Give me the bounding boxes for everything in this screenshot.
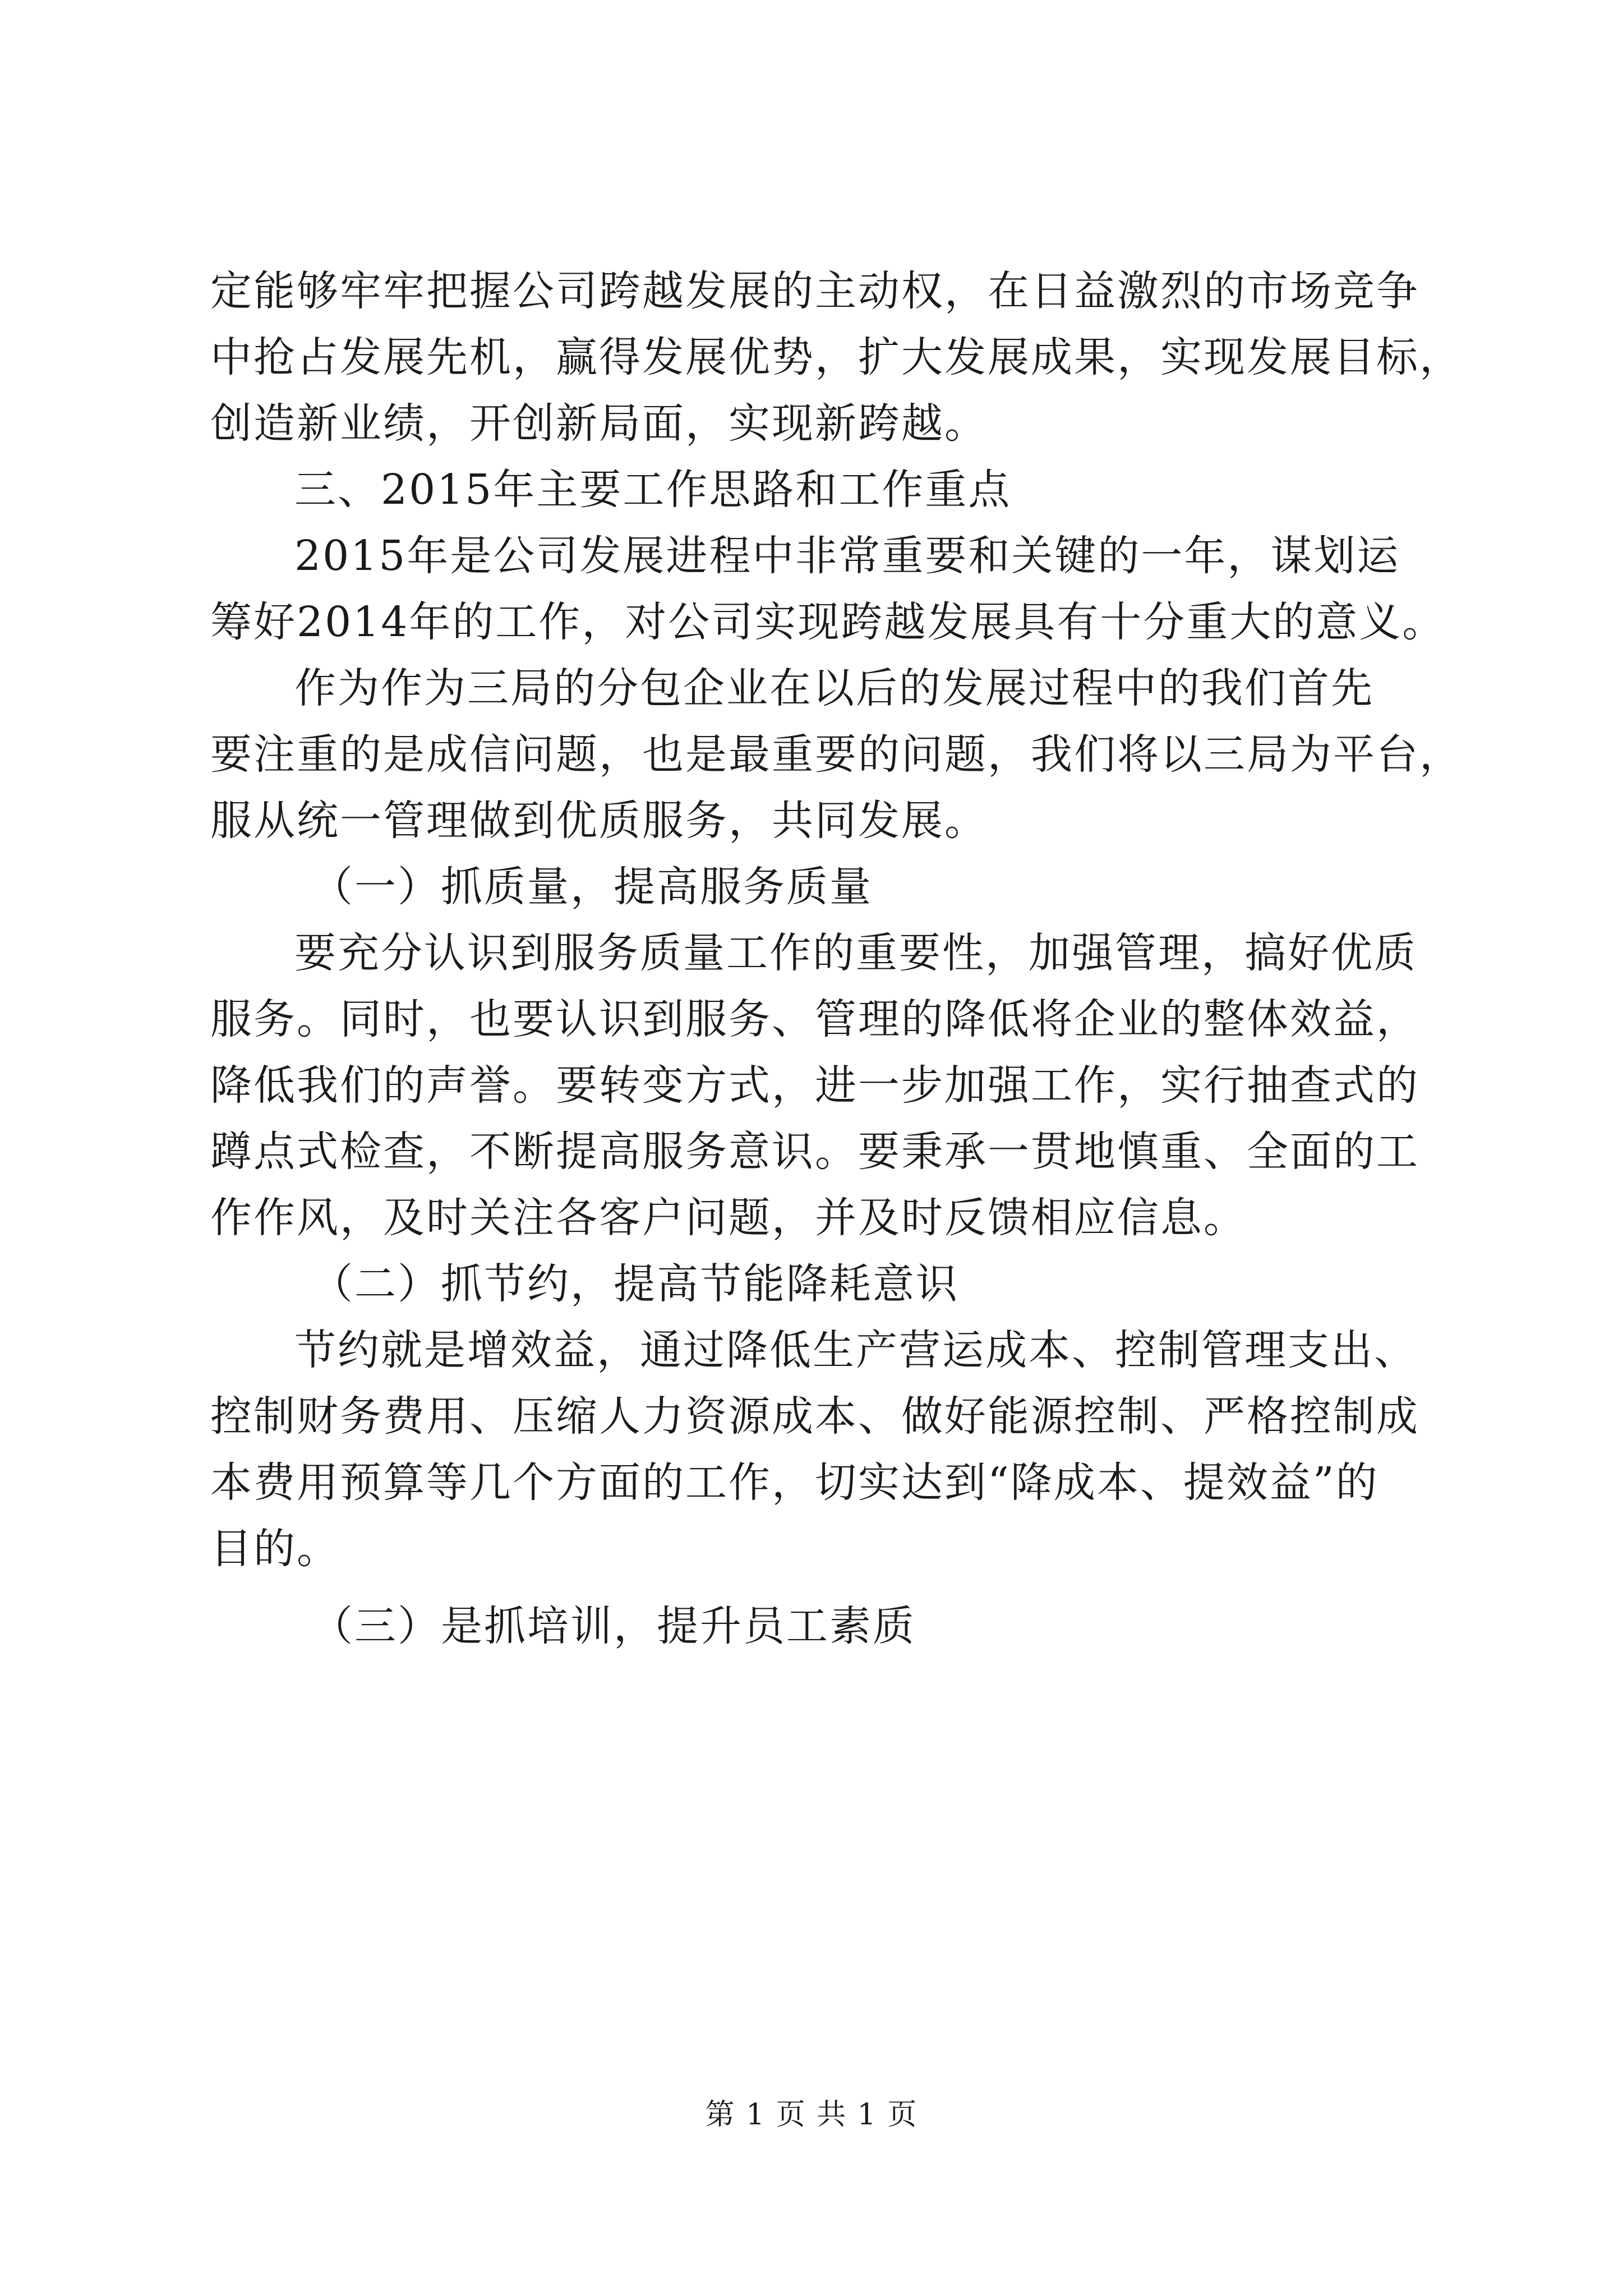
paragraph-line: 蹲点式检查，不断提高服务意识。要秉承一贯地慎重、全面的工 <box>210 1128 1419 1176</box>
paragraph-line: 筹好2014年的工作，对公司实现跨越发展具有十分重大的意义。 <box>210 598 1446 646</box>
paragraph-line: 节约就是增效益，通过降低生产营运成本、控制管理支出、 <box>294 1326 1417 1374</box>
paragraph-line: 目的。 <box>210 1525 340 1573</box>
section-heading-3: 三、2015年主要工作思路和工作重点 <box>294 466 1012 514</box>
page-footer: 第 1 页 共 1 页 <box>705 2098 918 2132</box>
paragraph-line: 本费用预算等几个方面的工作，切实达到“降成本、提效益”的 <box>210 1458 1379 1507</box>
paragraph-line: 降低我们的声誉。要转变方式，进一步加强工作，实行抽查式的 <box>210 1061 1419 1110</box>
paragraph-line: 服务。同时，也要认识到服务、管理的降低将企业的整体效益， <box>210 995 1419 1043</box>
paragraph-line: 2015年是公司发展进程中非常重要和关键的一年，谋划运 <box>294 532 1400 580</box>
subsection-heading-2: （二）抓节约，提高节能降耗意识 <box>311 1260 959 1308</box>
paragraph-line: 控制财务费用、压缩人力资源成本、做好能源控制、严格控制成 <box>210 1392 1419 1441</box>
subsection-heading-1: （一）抓质量，提高服务质量 <box>311 863 873 911</box>
document-body <box>210 258 1463 1659</box>
paragraph-line: 作作风，及时关注各客户问题，并及时反馈相应信息。 <box>210 1194 1247 1242</box>
paragraph-line: 要充分认识到服务质量工作的重要性，加强管理，搞好优质 <box>294 929 1417 977</box>
paragraph-line: 要注重的是成信问题，也是最重要的问题，我们将以三局为平台， <box>210 730 1463 779</box>
paragraph-line: 作为作为三局的分包企业在以后的发展过程中的我们首先 <box>294 664 1374 712</box>
subsection-heading-3: （三）是抓培训，提升员工素质 <box>311 1602 916 1650</box>
paragraph-line: 定能够牢牢把握公司跨越发展的主动权，在日益激烈的市场竞争 <box>210 267 1419 315</box>
paragraph-line: 创造新业绩，开创新局面，实现新跨越。 <box>210 399 988 448</box>
paragraph-line: 服从统一管理做到优质服务，共同发展。 <box>210 797 988 845</box>
paragraph-line: 中抢占发展先机，赢得发展优势，扩大发展成果，实现发展目标， <box>210 333 1463 381</box>
